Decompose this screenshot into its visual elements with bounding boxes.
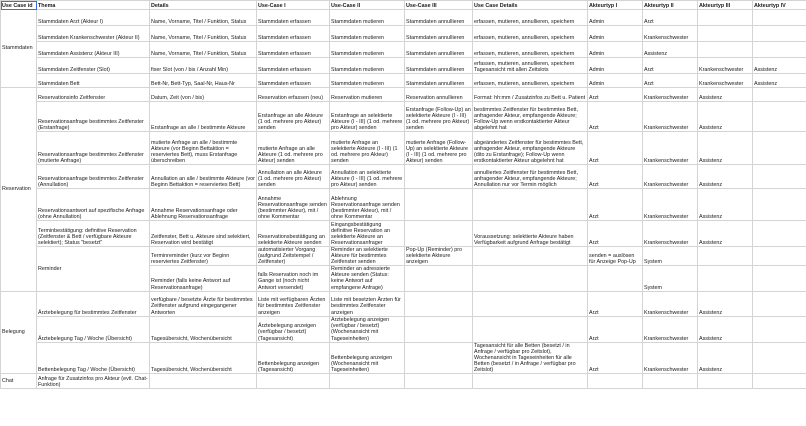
table-cell[interactable]: Ärztebelegung für bestimmtes Zeitfenster <box>37 291 150 316</box>
table-cell[interactable]: Ärztebelegung anzeigen (verfügbar / besetzt) (Wochenansicht mit Tageseinheiten) <box>330 316 405 342</box>
table-cell[interactable]: Assistenz <box>698 189 753 221</box>
table-cell[interactable]: Stammdaten mutieren <box>330 74 405 88</box>
table-cell[interactable]: Assistenz <box>698 221 753 247</box>
table-cell[interactable]: verfügbare / besetzte Ärzte für bestimmtes Zeitfenster aufgrund eingegangener Antworten <box>150 291 257 316</box>
group-label-cell[interactable]: Stammdaten <box>1 10 37 88</box>
table-row <box>1 316 806 342</box>
table-cell[interactable]: Arzt <box>588 165 643 189</box>
table-cell[interactable]: Bettenbelegung Tag / Woche (Übersicht) <box>37 342 150 373</box>
table-cell[interactable]: Krankenschwester <box>643 26 698 42</box>
table-cell[interactable]: Bettenbelegung anzeigen (Tagesansicht) <box>257 342 330 373</box>
table-cell[interactable] <box>698 42 753 58</box>
table-cell[interactable]: Annullation an selektierte Akteure (I - III) (1 od. mehrere pro Akteur) senden <box>330 165 405 189</box>
table-cell[interactable]: Krankenschwester <box>643 291 698 316</box>
table-cell[interactable] <box>473 374 588 389</box>
header-row <box>1 1 806 10</box>
table-cell[interactable]: Stammdaten annullieren <box>405 42 473 58</box>
table-cell[interactable]: Stammdaten Arzt (Akteur I) <box>37 10 150 26</box>
table-row <box>1 88 806 102</box>
table-cell[interactable]: Stammdaten annullieren <box>405 10 473 26</box>
table-cell[interactable]: Krankenschwester <box>643 88 698 102</box>
table-cell[interactable]: Name, Vorname, Titel / Funktion, Status <box>150 42 257 58</box>
table-cell[interactable]: Zeitfenster, Bett u. Akteure sind selektiert, Reservation wird bestätigt <box>150 221 257 247</box>
table-cell[interactable] <box>753 42 806 58</box>
table-cell[interactable]: Pop-Up (Reminder) pro selektierte Akteure anzeigen <box>405 247 473 266</box>
table-cell[interactable] <box>405 374 473 389</box>
table-cell[interactable]: Erstanfrage an alle / bestimmte Akteure <box>150 102 257 132</box>
table-cell[interactable] <box>753 102 806 132</box>
table-cell[interactable] <box>330 374 405 389</box>
table-cell[interactable]: Stammdaten Zeitfenster (Slot) <box>37 58 150 74</box>
group-label-cell[interactable]: Reminder <box>37 247 150 292</box>
table-cell[interactable] <box>753 88 806 102</box>
table-cell[interactable]: Krankenschwester <box>643 189 698 221</box>
table-cell[interactable]: Assistenz <box>698 165 753 189</box>
table-cell[interactable] <box>405 291 473 316</box>
table-cell[interactable]: Stammdaten annullieren <box>405 58 473 74</box>
table-cell[interactable] <box>753 316 806 342</box>
table-cell[interactable]: erfassen, mutieren, annullieren, speichern Tagesansicht mit allen Zeitslots <box>473 58 588 74</box>
table-row <box>1 26 806 42</box>
table-cell[interactable] <box>753 189 806 221</box>
table-cell[interactable]: Assistenz <box>698 316 753 342</box>
header-cell[interactable]: Details <box>150 1 257 10</box>
table-cell[interactable] <box>753 10 806 26</box>
table-cell[interactable]: Assistenz <box>643 42 698 58</box>
table-cell[interactable]: erfassen, mutieren, annullieren, speichern <box>473 74 588 88</box>
table-cell[interactable] <box>753 374 806 389</box>
table-cell[interactable]: Admin <box>588 10 643 26</box>
table-row <box>1 74 806 88</box>
header-cell[interactable]: Use-Case I <box>257 1 330 10</box>
table-cell[interactable]: Arzt <box>588 316 643 342</box>
table-cell[interactable]: Ärztebelegung anzeigen (verfügbar / besetzt) (Tagesansicht) <box>257 316 330 342</box>
table-cell[interactable]: Tagesübersicht, Wochenübersicht <box>150 342 257 373</box>
table-cell[interactable]: Arzt <box>588 132 643 165</box>
table-cell[interactable]: Admin <box>588 58 643 74</box>
table-cell[interactable]: Terminbestätigung: definitive Reservation (Zeitfenster & Bett / verfügbare Akteure selektiert); Status "besetzt" <box>37 221 150 247</box>
table-row <box>1 189 806 221</box>
table-cell[interactable] <box>753 132 806 165</box>
header-cell[interactable]: Thema <box>37 1 150 10</box>
table-cell[interactable] <box>753 221 806 247</box>
table-cell[interactable] <box>473 247 588 266</box>
table-cell[interactable]: Reservation mutieren <box>330 88 405 102</box>
table-cell[interactable] <box>698 247 753 266</box>
table-cell[interactable] <box>698 26 753 42</box>
table-cell[interactable]: Krankenschwester <box>643 165 698 189</box>
table-cell[interactable]: Stammdaten erfassen <box>257 26 330 42</box>
table-cell[interactable]: Name, Vorname, Titel / Funktion, Status <box>150 26 257 42</box>
table-cell[interactable] <box>257 374 330 389</box>
table-cell[interactable]: Assistenz <box>698 291 753 316</box>
table-cell[interactable] <box>405 221 473 247</box>
table-row <box>1 132 806 165</box>
table-cell[interactable]: Krankenschwester <box>698 58 753 74</box>
table-cell[interactable]: Reservationsanfrage bestimmtes Zeitfenster (mutierte Anfrage) <box>37 132 150 165</box>
table-cell[interactable]: Erstanfrage an selektierte Akteure (I - III) (1 od. mehrere pro Akteur) senden <box>330 102 405 132</box>
table-cell[interactable]: Stammdaten erfassen <box>257 10 330 26</box>
table-cell[interactable]: Stammdaten Bett <box>37 74 150 88</box>
table-cell[interactable]: Arzt <box>588 102 643 132</box>
header-cell[interactable]: Akteurtyp IV <box>753 1 806 10</box>
table-row <box>1 10 806 26</box>
group-label-cell[interactable]: Belegung <box>1 291 37 373</box>
table-cell[interactable]: mutierte Anfrage an selektierte Akteure (I - III) (1 od. mehrere pro Akteur) senden <box>330 132 405 165</box>
table-cell[interactable]: Reservation annullieren <box>405 88 473 102</box>
table-cell[interactable]: Bett-Nr, Bett-Typ, Saal-Nr, Haus-Nr <box>150 74 257 88</box>
table-row <box>1 165 806 189</box>
table-cell[interactable]: Krankenschwester <box>643 316 698 342</box>
table-cell[interactable] <box>405 342 473 373</box>
table-cell[interactable]: Reservationsinfo Zeitfenster <box>37 88 150 102</box>
table-row <box>1 58 806 74</box>
header-cell[interactable]: Akteurtyp II <box>643 1 698 10</box>
table-cell[interactable]: Arzt <box>643 10 698 26</box>
table-cell[interactable]: Arzt <box>588 189 643 221</box>
table-cell[interactable]: Terminreminder (kurz vor Beginn reserviertes Zeitfenster) <box>150 247 257 266</box>
table-cell[interactable]: Annahme Reservationsanfrage senden (bestimmter Akteur), mit / ohne Kommentar <box>257 189 330 221</box>
table-cell[interactable]: Tagesansicht für alle Betten (besetzt / in Anfrage / verfügbar pro Zeitslot), Wochenansicht in Tageseinheiten für alle Betten (besetzt / in Anfrage / verfügbar pro Zeitslot) <box>473 342 588 373</box>
table-cell[interactable]: annulliertes Zeitfenster für bestimmtes Bett, anfragender Akteur, empfangende Akteure; Annullation nur vor Termin möglich <box>473 165 588 189</box>
table-cell[interactable]: Reminder an adressierte Akteure senden (Status: keine Antwort auf empfangene Anfrage) <box>330 266 405 291</box>
table-cell[interactable]: Bettenbelegung anzeigen (Wochenansicht mit Tageseinheiten) <box>330 342 405 373</box>
table-cell[interactable]: Stammdaten mutieren <box>330 10 405 26</box>
table-cell[interactable]: Datum, Zeit (von / bis) <box>150 88 257 102</box>
table-cell[interactable] <box>753 247 806 266</box>
table-cell[interactable]: Reservationsbestätigung an selektierte Akteure senden <box>257 221 330 247</box>
table-row <box>1 291 806 316</box>
header-cell[interactable]: Use Case id <box>1 1 37 10</box>
table-cell[interactable]: Arzt <box>643 74 698 88</box>
table-cell[interactable] <box>588 374 643 389</box>
table-cell[interactable]: Stammdaten annullieren <box>405 26 473 42</box>
table-cell[interactable]: Reservationsanfrage bestimmtes Zeitfenster (Erstanfrage) <box>37 102 150 132</box>
table-cell[interactable]: Arzt <box>588 291 643 316</box>
table-cell[interactable]: Annullation an alle Akteure (1 od. mehrere pro Akteur) senden <box>257 165 330 189</box>
header-cell[interactable]: Use-Case III <box>405 1 473 10</box>
table-cell[interactable]: Eingangsbestätigung definitive Reservation an selektierte Akteure an Reservationsanfrager <box>330 221 405 247</box>
table-cell[interactable]: Assistenz <box>698 132 753 165</box>
header-cell[interactable]: Akteurtyp I <box>588 1 643 10</box>
table-row <box>1 374 806 389</box>
table-cell[interactable]: fixer Slot (von / bis / Anzahl Min) <box>150 58 257 74</box>
table-cell[interactable]: Krankenschwester <box>643 132 698 165</box>
table-cell[interactable]: System <box>643 247 698 266</box>
table-cell[interactable]: Krankenschwester <box>643 221 698 247</box>
table-cell[interactable]: Arzt <box>643 58 698 74</box>
table-cell[interactable]: Arzt <box>588 88 643 102</box>
table-cell[interactable] <box>698 266 753 291</box>
table-cell[interactable]: erfassen, mutieren, annullieren, speichern <box>473 26 588 42</box>
table-cell[interactable] <box>753 165 806 189</box>
table-cell[interactable]: erfassen, mutieren, annullieren, speichern <box>473 42 588 58</box>
table-cell[interactable]: Tagesübersicht, Wochenübersicht <box>150 316 257 342</box>
group-label-cell[interactable]: Chat <box>1 374 37 389</box>
table-cell[interactable]: Name, Vorname, Titel / Funktion, Status <box>150 10 257 26</box>
table-cell[interactable]: Stammdaten Krankenschwester (Akteur II) <box>37 26 150 42</box>
table-cell[interactable] <box>405 165 473 189</box>
table-cell[interactable]: Ärztebelegung Tag / Woche (Übersicht) <box>37 316 150 342</box>
table-cell[interactable]: Erstanfrage (Follow-Up) an selektierte Akteure (I - III) (1 od. mehrere pro Akteur) senden <box>405 102 473 132</box>
table-cell[interactable]: Stammdaten mutieren <box>330 58 405 74</box>
table-cell[interactable]: mutierte Anfrage an alle Akteure (1 od. mehrere pro Akteur) senden <box>257 132 330 165</box>
table-cell[interactable] <box>405 189 473 221</box>
table-cell[interactable] <box>405 266 473 291</box>
table-cell[interactable]: Assistenz <box>698 88 753 102</box>
table-cell[interactable] <box>753 26 806 42</box>
table-row <box>1 247 806 266</box>
table-cell[interactable]: Stammdaten annullieren <box>405 74 473 88</box>
group-label-cell[interactable]: Reservation <box>1 88 37 292</box>
table-cell[interactable]: Arzt <box>588 342 643 373</box>
table-cell[interactable]: Anfrage für Zusatzinfos pro Akteur (evtl. Chat-Funktion) <box>37 374 150 389</box>
table-row <box>1 221 806 247</box>
table-cell[interactable]: Assistenz <box>753 74 806 88</box>
header-cell[interactable]: Use Case Details <box>473 1 588 10</box>
table-row <box>1 342 806 373</box>
header-cell[interactable]: Use-Case II <box>330 1 405 10</box>
table-cell[interactable] <box>753 342 806 373</box>
table-cell[interactable]: abgeändertes Zeitfenster für bestimmtes Bett, anfragender Akteur, empfangende Akteure (dito zu Erstanfrage); Follow-Up wenn erstkontaktierter Akteur abgelehnt hat <box>473 132 588 165</box>
table-cell[interactable] <box>698 10 753 26</box>
table-cell[interactable] <box>643 374 698 389</box>
table-cell[interactable] <box>405 316 473 342</box>
table-cell[interactable]: Reminder an selektierte Akteure für bestimmtes Zeitfenster senden <box>330 247 405 266</box>
header-cell[interactable]: Akteurtyp III <box>698 1 753 10</box>
table-cell[interactable]: Voraussetzung: selektierte Akteure haben Verfügbarkeit aufgrund Anfrage bestätigt <box>473 221 588 247</box>
table-cell[interactable]: Stammdaten erfassen <box>257 58 330 74</box>
table-cell[interactable]: Admin <box>588 42 643 58</box>
table-row <box>1 42 806 58</box>
table-cell[interactable]: Assistenz <box>753 58 806 74</box>
table-cell[interactable]: Format: hh:mm / Zusatzinfos zu Bett u. Patient <box>473 88 588 102</box>
table-cell[interactable]: Erstanfrage an alle Akteure (1 od. mehrere pro Akteur) senden <box>257 102 330 132</box>
table-cell[interactable]: mutierte Anfrage (Follow-Up) an selektierte Akteure (I - III) (1 od. mehrere pro Akteur) senden <box>405 132 473 165</box>
table-cell[interactable]: Liste mit besetzten Ärzten für bestimmtes Zeitfenster anzeigen <box>330 291 405 316</box>
table-cell[interactable]: Assistenz <box>698 102 753 132</box>
table-cell[interactable]: System <box>643 266 698 291</box>
table-cell[interactable]: automatisierter Vorgang (aufgrund Zeitstempel / Zeitfenster) <box>257 247 330 266</box>
table-cell[interactable]: Assistenz <box>698 342 753 373</box>
table-cell[interactable] <box>753 291 806 316</box>
table-cell[interactable] <box>150 374 257 389</box>
table-cell[interactable]: Annullation an alle / bestimmte Akteure (vor Beginn Bettaktion = reserviertes Bett) <box>150 165 257 189</box>
table-cell[interactable]: Krankenschwester <box>643 102 698 132</box>
table-cell[interactable] <box>473 316 588 342</box>
table-cell[interactable]: Krankenschwester <box>698 74 753 88</box>
table-cell[interactable]: Arzt <box>588 221 643 247</box>
table-cell[interactable]: Krankenschwester <box>643 342 698 373</box>
table-row <box>1 102 806 132</box>
table-cell[interactable]: Ablehnung Reservationsanfrage senden (bestimmter Akteur), mit / ohne Kommentar <box>330 189 405 221</box>
table-cell[interactable]: falls Reservation noch im Gange ist (noch nicht Antwort versendet) <box>257 266 330 291</box>
table-cell[interactable] <box>753 266 806 291</box>
table-cell[interactable]: Reservationsantwort auf spezifische Anfrage (ohne Annullation) <box>37 189 150 221</box>
table-cell[interactable] <box>588 266 643 291</box>
table-cell[interactable]: Admin <box>588 74 643 88</box>
table-cell[interactable] <box>473 291 588 316</box>
table-cell[interactable]: bestimmtes Zeitfenster für bestimmtes Bett, anfragender Akteur, empfangende Akteure; Follow-Up wenn erstkontaktierter Akteur abgelehnt hat <box>473 102 588 132</box>
table-cell[interactable] <box>698 374 753 389</box>
table-cell[interactable]: senden = auslösen für Anzeige Pop-Up <box>588 247 643 266</box>
table-cell[interactable]: Reminder (falls keine Antwort auf Reservationsanfrage) <box>150 266 257 291</box>
table-cell[interactable]: mutierte Anfrage an alle / bestimmte Akteure (vor Beginn Bettaktion = reserviertes Bett), muss Erstanfrage überschreiben <box>150 132 257 165</box>
table-cell[interactable]: Stammdaten mutieren <box>330 42 405 58</box>
table-cell[interactable]: Admin <box>588 26 643 42</box>
table-cell[interactable] <box>473 266 588 291</box>
table-cell[interactable]: Reservationsanfrage bestimmtes Zeitfenster (Annullation) <box>37 165 150 189</box>
table-cell[interactable]: Stammdaten mutieren <box>330 26 405 42</box>
table-cell[interactable]: erfassen, mutieren, annullieren, speichern <box>473 10 588 26</box>
table-cell[interactable]: Stammdaten erfassen <box>257 42 330 58</box>
table-cell[interactable]: Stammdaten Assistenz (Akteur III) <box>37 42 150 58</box>
table-cell[interactable]: Liste mit verfügbaren Ärzten für bestimmtes Zeitfenster anzeigen <box>257 291 330 316</box>
table-cell[interactable]: Reservation erfassen (neu) <box>257 88 330 102</box>
table-cell[interactable]: Annahme Reservationsanfrage oder Ablehnung Reservationsanfrage <box>150 189 257 221</box>
table-cell[interactable]: Stammdaten erfassen <box>257 74 330 88</box>
table-cell[interactable] <box>473 189 588 221</box>
